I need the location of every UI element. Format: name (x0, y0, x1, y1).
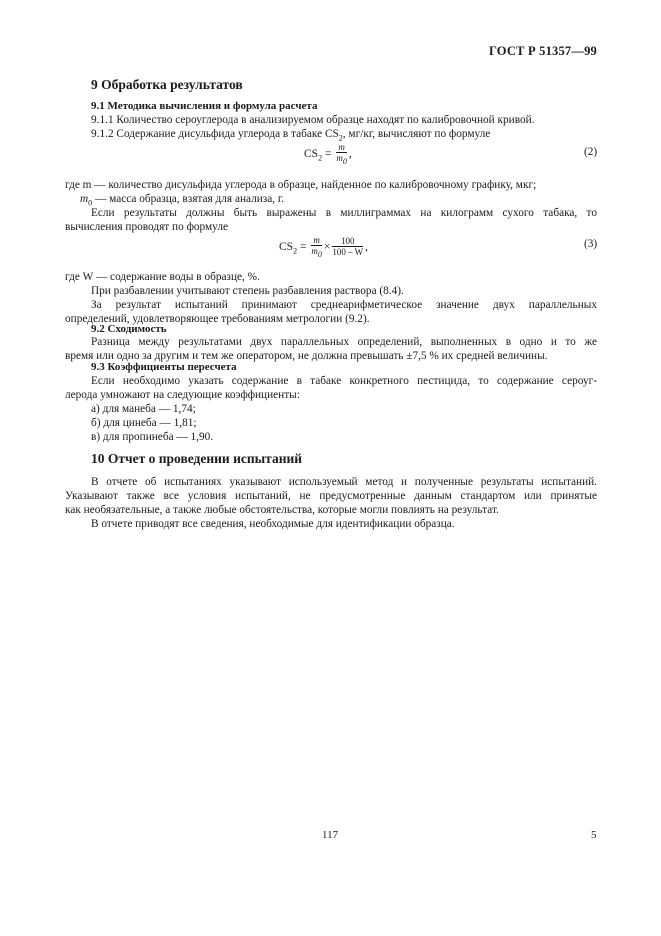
section-9-3-title: 9.3 Коэффициенты пересчета (91, 361, 237, 373)
result-line-2: определений, удовлетворяющее требованиям метрологии (9.2). (65, 313, 370, 325)
report-line-1: В отчете об испытаниях указывают используемый метод и полученные результаты испытаний. (91, 476, 597, 488)
paragraph-9-1-1: 9.1.1 Количество сероуглерода в анализируемом образце находят по калибровочной кривой. (91, 114, 535, 126)
page-number-center: 117 (322, 829, 339, 841)
paragraph-9-1-2: 9.1.2 Содержание дисульфида углерода в табаке $CS_2$, мг/кг, вычисляют по формуле (91, 128, 491, 143)
report-line-3: как необязательные, а также любые обстоятельства, которые могли повлиять на результат. (65, 504, 499, 516)
formula-3: $CS_2$ = $\frac{m}{m_0}$ × $\frac{100}{100 - W}$ , (279, 235, 369, 259)
formula-2: $CS_2$ = $\frac{m}{m_0}$ , (304, 142, 352, 166)
list-item: в) для пропинеба — 1,90. (91, 431, 214, 443)
list-item: а) для манеба — 1,74; (91, 403, 196, 415)
section-10-title: 10 Отчет о проведении испытаний (91, 451, 303, 466)
formula-2-number: (2) (584, 146, 598, 158)
coef-line-2: лерода умножают на следующие коэффициенты: (65, 389, 300, 401)
where-w: где W — содержание воды в образце, %. (65, 271, 260, 283)
page-number-right: 5 (591, 829, 597, 841)
where-m0: $m_0$ — масса образца, взятая для анализа, г. (80, 193, 285, 208)
where-m: где m — количество дисульфида углерода в образце, найденное по калибровочному графику, мкг; (65, 179, 537, 191)
result-line-1: За результат испытаний принимают среднеарифметическое значение двух параллельных (91, 299, 597, 311)
formula-3-number: (3) (584, 238, 598, 250)
standard-code: ГОСТ Р 51357—99 (488, 44, 597, 58)
section-9-1-title: 9.1 Методика вычисления и формула расчета (91, 100, 318, 112)
dilution-note: При разбавлении учитывают степень разбавления раствора (8.4). (91, 285, 404, 297)
dry-line-1: Если результаты должны быть выражены в миллиграммах на килограмм сухого табака, то (91, 207, 597, 219)
section-9-title: 9 Обработка результатов (91, 77, 243, 92)
dry-line-2: вычисления проводят по формуле (65, 221, 228, 233)
convergence-line-1: Разница между результатами двух параллельных определений, выполненных в одно и то же (91, 336, 597, 348)
report-line-4: В отчете приводят все сведения, необходимые для идентификации образца. (91, 518, 455, 530)
list-item: б) для цинеба — 1,81; (91, 417, 197, 429)
section-9-2-title: 9.2 Сходимость (91, 323, 167, 335)
convergence-line-2: время или одно за другим и тем же оператором, не должна превышать ±7,5 % их средней величины. (65, 350, 548, 362)
report-line-2: Указывают также все условия испытаний, не предусмотренные данным стандартом или принятые (65, 490, 597, 502)
coef-line-1: Если необходимо указать содержание в табаке конкретного пестицида, то содержание сероуг- (91, 375, 597, 387)
